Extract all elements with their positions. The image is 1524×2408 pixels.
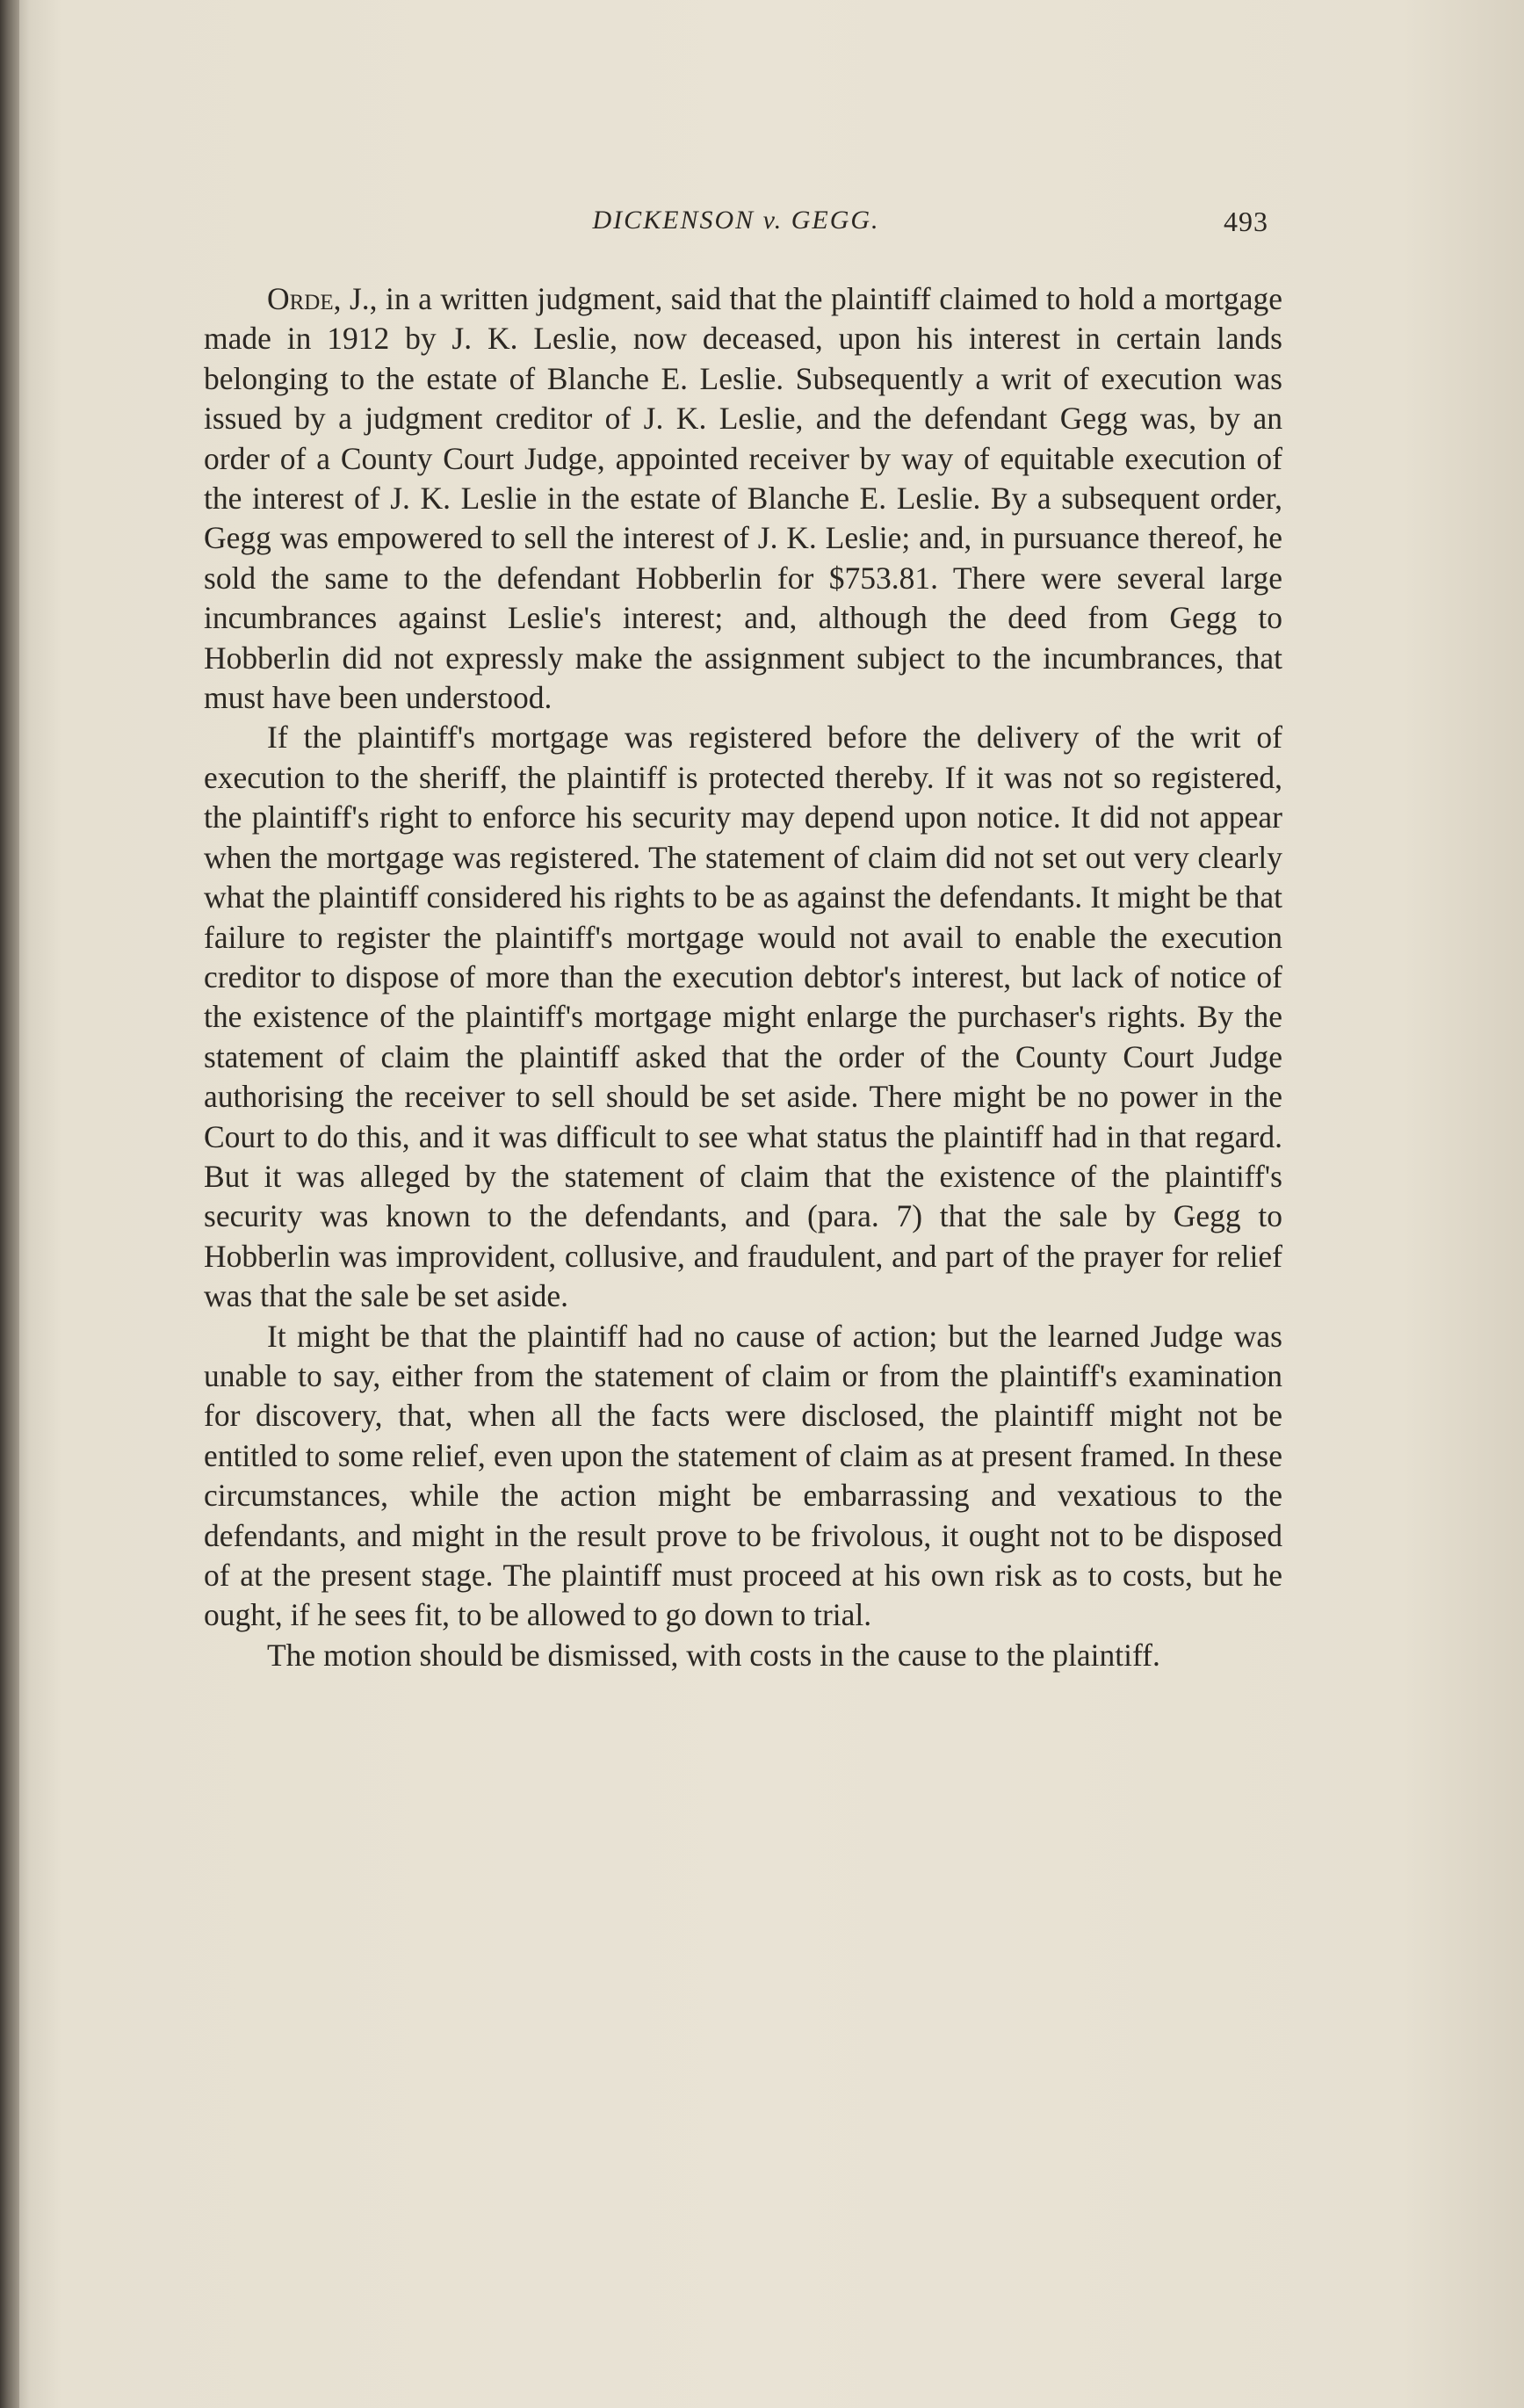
running-head <box>204 206 1268 244</box>
paragraph-1-text: , J., in a written judgment, said that the plaintiff claimed to hold a mortgage made in 1912 by J. K. Leslie, now deceased, upon his interest in certain lands belonging to the estate of Blanche E. Leslie. Subsequently a writ of execution was issued by a judgment creditor of J. K. Leslie, and the defendant Gegg was, by an order of a County Court Judge, appointed receiver by way of equitable execution of the interest of J. K. Leslie in the estate of Blanche E. Leslie. By a subsequent order, Gegg was empowered to sell the interest of J. K. Leslie; and, in pursuance thereof, he sold the same to the defendant Hobberlin for $753.81. There were several large incumbrances against Leslie's interest; and, although the deed from Gegg to Hobberlin did not expressly make the assignment subject to the incumbrances, that must have been understood. <box>204 281 1282 716</box>
paragraph-4: The motion should be dismissed, with costs in the cause to the plaintiff. <box>267 1637 1160 1673</box>
paragraph-3: It might be that the plaintiff had no cause of action; but the learned Judge was unable to say, either from the statement of claim or from the plaintiff's examination for discovery, that, when all the facts were disclosed, the plaintiff might not be entitled to some relief, even upon the statement of claim as at present framed. In these circumstances, while the action might be embarrassing and vexatious to the defendants, and might in the result prove to be frivolous, it ought not to be disposed of at the present stage. The plaintiff must proceed at his own risk as to costs, but he ought, if he sees fit, to be allowed to go down to trial. <box>204 1318 1282 1633</box>
page-number: 493 <box>1224 206 1268 237</box>
judge-name: Orde <box>267 281 334 316</box>
paragraph-1 <box>204 279 1282 718</box>
book-spine-shadow <box>0 0 19 2408</box>
paragraph-2: If the plaintiff's mortgage was registered before the delivery of the writ of execution to the sheriff, the plaintiff is protected thereby. If it was not so registered, the plaintiff's right to enforce his security may depend upon notice. It did not appear when the mortgage was registered. The statement of claim did not set out very clearly what the plaintiff considered his rights to be as against the defendants. It might be that failure to register the plaintiff's mortgage would not avail to enable the execution creditor to dispose of more than the execution debtor's interest, but lack of notice of the existence of the plaintiff's mortgage might enlarge the purchaser's rights. By the statement of claim the plaintiff asked that the order of the County Court Judge authorising the receiver to sell should be set aside. There might be no power in the Court to do this, and it was difficult to see what status the plaintiff had in that regard. But it was alleged by the statement of claim that the existence of the plaintiff's security was known to the defendants, and (para. 7) that the sale by Gegg to Hobberlin was improvident, collusive, and fraudulent, and part of the prayer for relief was that the sale be set aside. <box>204 720 1282 1314</box>
body-text <box>204 279 1282 1675</box>
running-title: DICKENSON v. GEGG. <box>592 206 880 235</box>
